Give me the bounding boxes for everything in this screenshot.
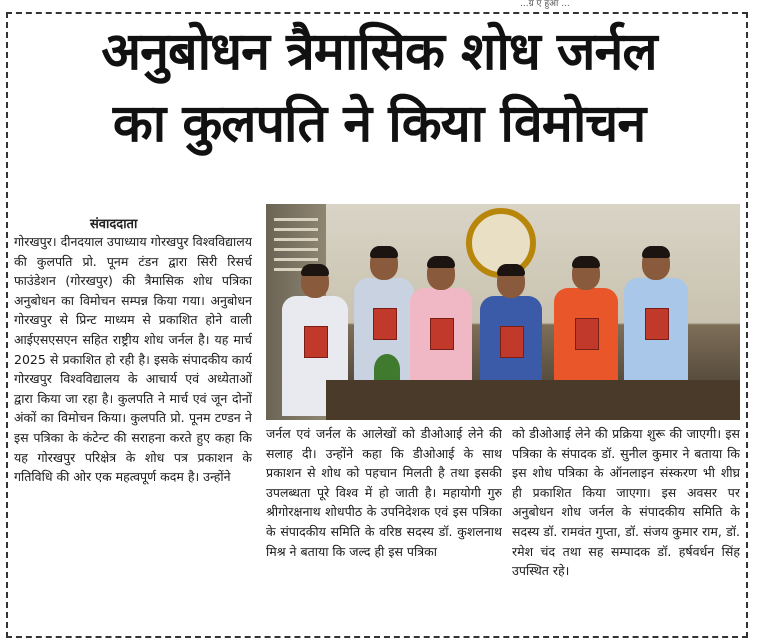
headline-line-1: अनुबोधन त्रैमासिक शोध जर्नल [101, 22, 657, 82]
desk [326, 380, 740, 420]
article-column-left [14, 232, 252, 632]
article-text-middle: जर्नल एवं जर्नल के आलेखों को डीओआई लेने की सलाह दी। उन्होंने कहा कि डीओआई के साथ प्रकाशन से शोध को पहचान मिलती है तथा इसकी उपलब्धता पूरे विश्व में हो जाती है। महायोगी गुरु श्रीगोरक्षनाथ शोधपीठ के उपनिदेशक एवं इस पत्रिका के संपादकीय समिति के वरिष्ठ सदस्य डॉ. कुशलनाथ मिश्र ने बताया कि जल्द ही इस पत्रिका [266, 426, 502, 559]
article-column-middle [266, 424, 502, 636]
headline [14, 16, 744, 160]
group-photo-icon [266, 204, 740, 420]
article-text-right: को डीओआई लेने की प्रक्रिया शुरू की जाएगी। इस पत्रिका के संपादक डॉ. सुनील कुमार ने बताया कि इस शोध पत्रिका के ऑनलाइन संस्करण भी शीघ्र ही प्रकाशित किया जाएगा। इस अवसर पर अनुबोधन शोध जर्नल के संपादकीय समिति के सदस्य डॉ. रामवंत गुप्ता, डॉ. संजय कुमार राम, डॉ. रमेश चंद तथा सह सम्पादक डॉ. हर्षवर्धन सिंह उपस्थित रहे। [512, 426, 740, 579]
headline-line-2: का कुलपति ने किया विमोचन [112, 94, 646, 154]
byline: संवाददाता [90, 217, 138, 232]
article-text-left: गोरखपुर। दीनदयाल उपाध्याय गोरखपुर विश्वविद्यालय की कुलपति प्रो. पूनम टंडन द्वारा सिरी रिसर्च फाउंडेशन (गोरखपुर) की त्रैमासिक शोध पत्रिका अनुबोधन का विमोचन सम्पन्न किया गया। अनुबोधन गोरखपुर से प्रिन्ट माध्यम से प्रकाशित होने वाली आईएसएसएन सहित राष्ट्रीय शोध जर्नल है। यह मार्च 2025 से प्रकाशित हो रही है। इसके संपादकीय कार्य गोरखपुर विश्वविद्यालय के आचार्य एवं अध्येताओं द्वारा किया जा रहा है। कुलपति ने मार्च एवं जून दोनों अंकों का विमोचन किया। कुलपति प्रो. पूनम टण्डन ने इस पत्रिका के कंटेन्ट की सराहना करते हुए कहा कि यह गोरखपुर परिक्षेत्र के शोध पत्र प्रकाशन के गतिविधि की ओर एक महत्वपूर्ण कदम है। उन्होंने [14, 234, 252, 485]
article-column-right [512, 424, 740, 636]
top-strip-text: ...ग्र ए हुआ ... [520, 0, 570, 9]
